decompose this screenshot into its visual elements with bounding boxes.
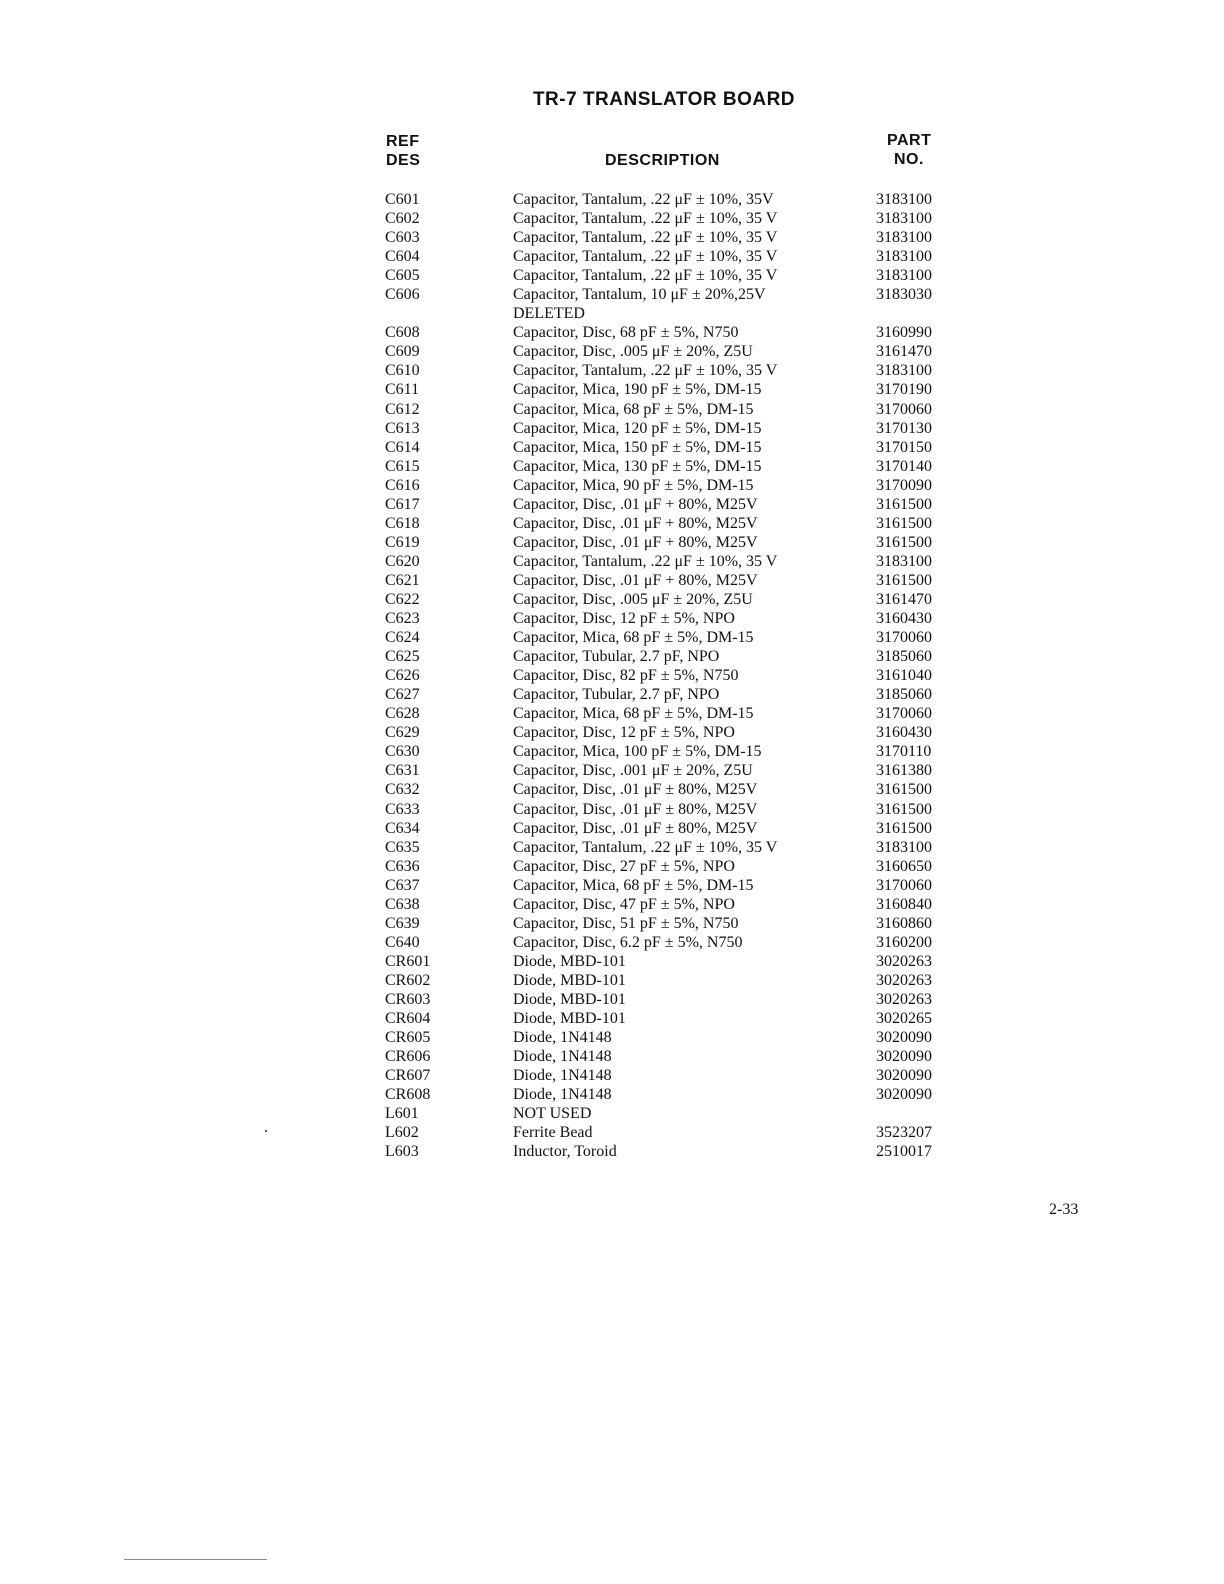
table-row [0,1142,1224,1161]
ref-designator: C635 [385,838,420,856]
table-row [0,361,1224,380]
ref-designator: CR605 [385,1029,431,1047]
part-number: 3020090 [876,1067,932,1085]
part-number: 3160860 [876,914,932,932]
table-row [0,1066,1224,1085]
part-number: 3183100 [876,267,932,285]
part-description: Diode, 1N4148 [513,1029,612,1047]
part-number: 3183030 [876,286,932,304]
ref-designator: CR608 [385,1086,431,1104]
ref-designator: CR606 [385,1048,431,1066]
part-description: Capacitor, Tantalum, .22 μF ± 10%, 35 V [513,210,778,228]
part-number: 3170060 [876,400,932,418]
table-row [0,933,1224,952]
table-row [0,780,1224,799]
ref-designator: L603 [385,1143,419,1161]
ref-designator: C630 [385,743,420,761]
part-description: Capacitor, Mica, 68 pF ± 5%, DM-15 [513,876,754,894]
table-row [0,971,1224,990]
part-description: Capacitor, Disc, 12 pF ± 5%, NPO [513,724,735,742]
table-row [0,761,1224,780]
part-number: 3160430 [876,724,932,742]
part-number: 3170130 [876,419,932,437]
part-description: Capacitor, Tantalum, .22 μF ± 10%, 35 V [513,229,778,247]
part-number: 3160650 [876,857,932,875]
table-row [0,1085,1224,1104]
ref-designator: C637 [385,876,420,894]
ref-designator: C611 [385,381,420,399]
table-row [0,190,1224,209]
part-number: 3161500 [876,495,932,513]
ref-designator: C609 [385,343,420,361]
table-row [0,838,1224,857]
part-description: Capacitor, Tantalum, .22 μF ± 10%, 35 V [513,362,778,380]
part-number: 3020263 [876,971,932,989]
ref-designator: C638 [385,895,420,913]
part-description: Capacitor, Disc, .001 μF ± 20%, Z5U [513,762,753,780]
part-description: Capacitor, Disc, .01 μF ± 80%, M25V [513,781,758,799]
part-number: 3160990 [876,324,932,342]
ref-designator: C616 [385,476,420,494]
part-number: 3185060 [876,686,932,704]
table-row [0,304,1224,323]
ref-column-header-line1: REF [386,133,420,150]
part-number: 3161470 [876,590,932,608]
part-description: Capacitor, Disc, 47 pF ± 5%, NPO [513,895,735,913]
part-number: 3170060 [876,876,932,894]
part-description: Capacitor, Mica, 68 pF ± 5%, DM-15 [513,400,754,418]
table-row [0,514,1224,533]
part-number: 3183100 [876,229,932,247]
part-description: Capacitor, Tantalum, .22 μF ± 10%, 35 V [513,552,778,570]
part-description: Capacitor, Disc, .01 μF + 80%, M25V [513,571,758,589]
ref-designator: C608 [385,324,420,342]
ref-designator: C602 [385,210,420,228]
ref-designator: C604 [385,248,420,266]
part-description: Capacitor, Disc, .01 μF ± 80%, M25V [513,819,758,837]
part-number: 3183100 [876,248,932,266]
table-row [0,476,1224,495]
table-row [0,914,1224,933]
ref-designator: C610 [385,362,420,380]
part-number: 3170060 [876,629,932,647]
table-row [0,666,1224,685]
part-description: Diode, MBD-101 [513,971,626,989]
table-row [0,952,1224,971]
table-row [0,1123,1224,1142]
part-description: Capacitor, Disc, 12 pF ± 5%, NPO [513,610,735,628]
part-description: Capacitor, Mica, 130 pF ± 5%, DM-15 [513,457,762,475]
table-row [0,609,1224,628]
table-row [0,742,1224,761]
part-description: Capacitor, Disc, .005 μF ± 20%, Z5U [513,590,753,608]
part-description: Capacitor, Disc, .01 μF ± 80%, M25V [513,800,758,818]
part-description: Capacitor, Mica, 68 pF ± 5%, DM-15 [513,629,754,647]
table-row [0,1104,1224,1123]
part-description: Capacitor, Disc, 6.2 pF ± 5%, N750 [513,933,743,951]
table-row [0,628,1224,647]
table-row [0,590,1224,609]
ref-designator: C636 [385,857,420,875]
part-number: 3170190 [876,381,932,399]
part-number: 3170090 [876,476,932,494]
part-description: DELETED [513,305,585,323]
ref-designator: C639 [385,914,420,932]
ref-designator: C628 [385,705,420,723]
part-number: 3170140 [876,457,932,475]
table-row [0,895,1224,914]
part-description: Capacitor, Tubular, 2.7 pF, NPO [513,648,720,666]
table-row [0,400,1224,419]
part-description: Capacitor, Disc, 68 pF ± 5%, N750 [513,324,739,342]
ref-designator: C617 [385,495,420,513]
ref-designator: L602 [385,1124,419,1142]
part-description: Capacitor, Tantalum, .22 μF ± 10%, 35 V [513,267,778,285]
part-description: Capacitor, Tantalum, 10 μF ± 20%,25V [513,286,766,304]
table-row [0,552,1224,571]
page-number: 2-33 [1049,1201,1079,1218]
ref-designator: C632 [385,781,420,799]
table-row [0,876,1224,895]
part-description: Capacitor, Disc, .01 μF + 80%, M25V [513,514,758,532]
table-row [0,1047,1224,1066]
ref-designator: C634 [385,819,420,837]
part-description: Diode, MBD-101 [513,1010,626,1028]
part-number: 3160200 [876,933,932,951]
part-number: 3161470 [876,343,932,361]
ref-designator: C612 [385,400,420,418]
ref-designator: C619 [385,533,420,551]
ref-designator: CR603 [385,990,431,1008]
ref-designator: C605 [385,267,420,285]
ref-designator: L601 [385,1105,419,1123]
part-number: 3161380 [876,762,932,780]
ref-designator: C627 [385,686,420,704]
part-number: 3185060 [876,648,932,666]
part-number: 3160840 [876,895,932,913]
part-number: 3020090 [876,1048,932,1066]
part-description: Capacitor, Mica, 90 pF ± 5%, DM-15 [513,476,754,494]
table-row [0,990,1224,1009]
part-description: Diode, 1N4148 [513,1086,612,1104]
part-number: 3161500 [876,800,932,818]
table-row [0,247,1224,266]
ref-designator: C624 [385,629,420,647]
table-row [0,342,1224,361]
part-number: 3161500 [876,781,932,799]
ref-designator: CR607 [385,1067,431,1085]
part-number: 3161040 [876,667,932,685]
ref-designator: C622 [385,590,420,608]
table-row [0,323,1224,342]
part-description: Capacitor, Disc, .01 μF + 80%, M25V [513,495,758,513]
ref-designator: C601 [385,191,420,208]
part-column-header-line2: NO. [894,151,924,168]
part-description: Capacitor, Disc, 27 pF ± 5%, NPO [513,857,735,875]
part-column-header-line1: PART [887,132,932,149]
page-title: TR-7 TRANSLATOR BOARD [532,89,796,110]
ref-designator: C626 [385,667,420,685]
scan-speck [265,1130,267,1132]
footer-rule [124,1559,267,1560]
description-column-header: DESCRIPTION [605,152,720,169]
ref-designator: C620 [385,552,420,570]
part-number: 3183100 [876,191,932,208]
part-number: 3160430 [876,610,932,628]
part-number: 3161500 [876,533,932,551]
part-description: Capacitor, Disc, .005 μF ± 20%, Z5U [513,343,753,361]
table-row [0,228,1224,247]
part-number: 3020265 [876,1010,932,1028]
part-number: 3183100 [876,552,932,570]
table-row [0,533,1224,552]
part-number: 3523207 [876,1124,932,1142]
part-description: Ferrite Bead [513,1124,593,1142]
ref-designator: C613 [385,419,420,437]
part-number: 3161500 [876,514,932,532]
part-number: 3020090 [876,1086,932,1104]
part-number: 3170150 [876,438,932,456]
part-description: Capacitor, Tantalum, .22 μF ± 10%, 35 V [513,838,778,856]
table-row [0,457,1224,476]
ref-designator: CR604 [385,1010,431,1028]
part-description: Capacitor, Disc, .01 μF + 80%, M25V [513,533,758,551]
table-row [0,647,1224,666]
table-row [0,800,1224,819]
table-row [0,419,1224,438]
table-row [0,819,1224,838]
part-description: Capacitor, Mica, 190 pF ± 5%, DM-15 [513,381,762,399]
ref-designator: C614 [385,438,420,456]
table-row [0,266,1224,285]
part-number: 3161500 [876,819,932,837]
table-row [0,285,1224,304]
part-number: 3020263 [876,990,932,1008]
part-number: 3170060 [876,705,932,723]
ref-designator: C603 [385,229,420,247]
part-number: 3183100 [876,210,932,228]
part-description: Capacitor, Tubular, 2.7 pF, NPO [513,686,720,704]
part-description: Diode, 1N4148 [513,1067,612,1085]
table-row [0,571,1224,590]
ref-designator: C621 [385,571,420,589]
part-description: Capacitor, Mica, 100 pF ± 5%, DM-15 [513,743,762,761]
ref-designator: C629 [385,724,420,742]
table-row [0,704,1224,723]
table-row [0,495,1224,514]
part-description: Capacitor, Mica, 150 pF ± 5%, DM-15 [513,438,762,456]
part-description: Capacitor, Tantalum, .22 μF ± 10%, 35V [513,191,774,208]
part-number: 3170110 [876,743,932,761]
table-row [0,1028,1224,1047]
parts-list [0,190,1224,1161]
ref-designator: C625 [385,648,420,666]
ref-designator: C640 [385,933,420,951]
ref-designator: C623 [385,610,420,628]
part-description: Diode, MBD-101 [513,990,626,1008]
part-description: Capacitor, Mica, 68 pF ± 5%, DM-15 [513,705,754,723]
table-row [0,209,1224,228]
part-number: 3161500 [876,571,932,589]
part-description: Capacitor, Tantalum, .22 μF ± 10%, 35 V [513,248,778,266]
part-number: 3183100 [876,838,932,856]
part-number: 2510017 [876,1143,932,1161]
ref-designator: CR602 [385,971,431,989]
ref-designator: C633 [385,800,420,818]
part-description: Capacitor, Disc, 51 pF ± 5%, N750 [513,914,739,932]
ref-column-header-line2: DES [386,152,421,169]
part-number: 3020090 [876,1029,932,1047]
ref-designator: C606 [385,286,420,304]
part-description: NOT USED [513,1105,592,1123]
ref-designator: CR601 [385,952,431,970]
ref-designator: C631 [385,762,420,780]
part-description: Diode, 1N4148 [513,1048,612,1066]
table-row [0,857,1224,876]
ref-designator: C618 [385,514,420,532]
ref-designator: C615 [385,457,420,475]
part-description: Capacitor, Mica, 120 pF ± 5%, DM-15 [513,419,762,437]
table-row [0,380,1224,399]
part-description: Capacitor, Disc, 82 pF ± 5%, N750 [513,667,739,685]
table-row [0,1009,1224,1028]
table-row [0,438,1224,457]
part-number: 3020263 [876,952,932,970]
part-description: Inductor, Toroid [513,1143,617,1161]
part-description: Diode, MBD-101 [513,952,626,970]
part-number: 3183100 [876,362,932,380]
table-row [0,723,1224,742]
table-row [0,685,1224,704]
